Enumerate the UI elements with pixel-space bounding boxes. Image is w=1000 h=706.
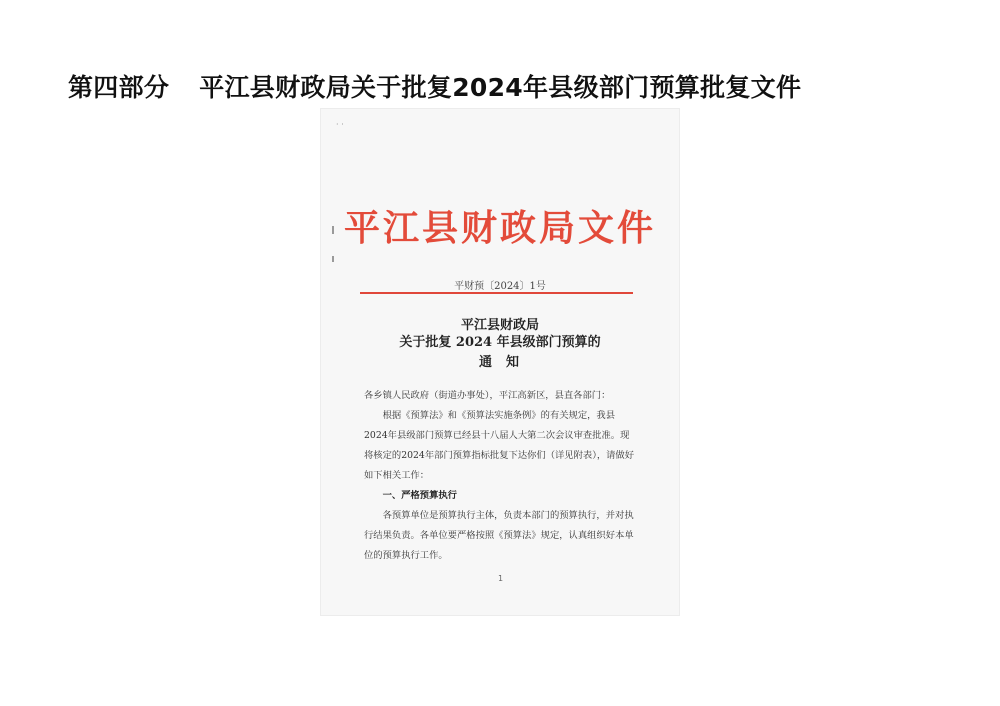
document-number: 平财预〔2024〕1号 — [454, 281, 546, 292]
body-paragraph-1: 根据《预算法》和《预算法实施条例》的有关规定，我县2024年县级部门预算已经县十八届人大第二次会议审查批准。现将核定的2024年部门预算指标批复下达你们（详见附表），请做好如下相关工作： — [364, 410, 635, 481]
document-title-line-1: 平江县财政局 — [460, 318, 539, 333]
body-paragraph-2: 各预算单位是预算执行主体，负责本部门的预算执行，并对执行结果负责。各单位要严格按照《预算法》规定，认真组织好本单位的预算执行工作。 — [364, 510, 634, 561]
scanned-document-image — [320, 108, 680, 616]
page-number: 1 — [498, 574, 504, 583]
document-body — [364, 386, 636, 566]
document-title-line-2: 关于批复 2024 年县级部门预算的 — [399, 335, 601, 350]
page-heading-title: 平江县财政局关于批复2024年县级部门预算批复文件 — [199, 73, 802, 102]
scan-edge-dots: · · — [336, 120, 344, 129]
scan-edge-mark — [332, 256, 334, 262]
document-title-line-3: 通知 — [478, 355, 533, 370]
red-divider-line — [360, 292, 633, 294]
document-red-header: 平江县财政局文件 — [343, 207, 656, 249]
section-heading-1: 一、严格预算执行 — [382, 490, 457, 501]
salutation: 各乡镇人民政府（街道办事处），平江高新区，县直各部门： — [364, 390, 611, 401]
page-heading — [68, 68, 801, 104]
page-heading-part: 第四部分 — [68, 73, 170, 102]
